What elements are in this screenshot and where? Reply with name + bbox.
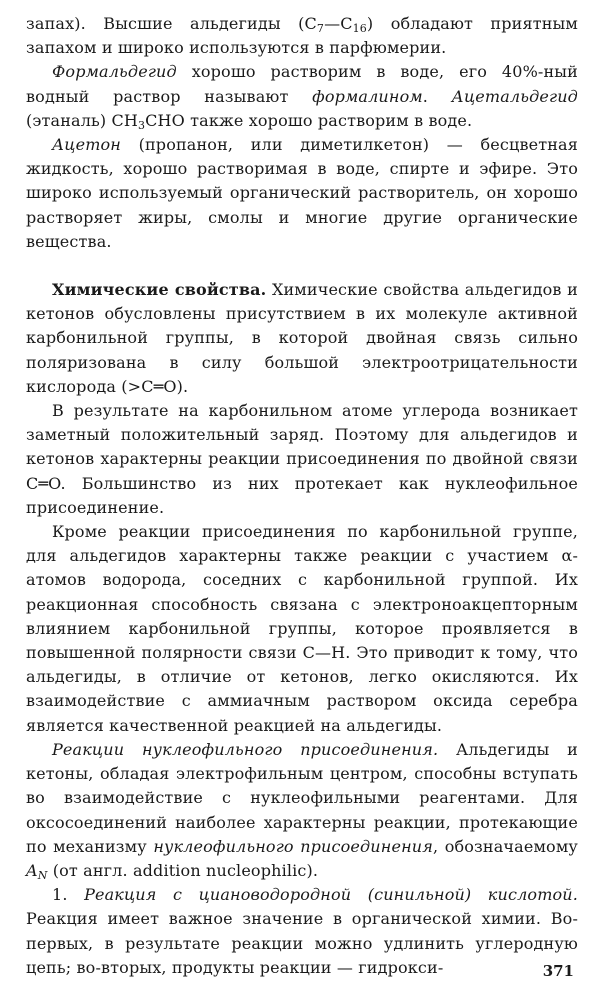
term-formalin: формалином (312, 86, 423, 106)
text: В результате на карбонильном атоме углерода возникает заметный положительный заряд. Поэтому для альдегидов и кетонов характерны реакции присоединения по двойной связи C═O. Большинство из них протекает как нуклеофильное присоединение. (26, 401, 578, 517)
text: (этаналь) CH (26, 110, 138, 130)
subheading-nucleophilic-addition: Реакции нуклеофильного присоединения. (52, 739, 439, 759)
subscript: 16 (352, 22, 367, 35)
paragraph-chemical-properties (26, 278, 578, 399)
term-acetone: Ацетон (52, 135, 121, 155)
text: Химические свойства альдегидов и кетонов обусловлены присутствием в их молекуле активной карбонильной группы, в которой двойная связь сильно поляризована в силу большой электроотрицательности кислорода (>C═O). (26, 280, 578, 396)
text: хорошо растворим в воде, его 40%-ный водный раствор называют (26, 62, 578, 106)
symbol-a: A (26, 860, 38, 880)
paragraph-aldehyde-smell (26, 12, 578, 60)
text: запах). Высшие альдегиды (C (26, 14, 317, 33)
paragraph-acetone (26, 133, 578, 254)
text: . (422, 86, 452, 106)
paragraph-nucleophilic-addition (26, 738, 578, 883)
section-heading: Химические свойства. (52, 280, 267, 300)
paragraph-alpha-hydrogen (26, 520, 578, 738)
text: (от англ. addition nucleophilic). (47, 860, 319, 880)
text: Кроме реакции присоединения по карбонильной группе, для альдегидов характерны также реакции с участием α-атомов водорода, соседних с карбонильной группой. Их реакционная способность связана с электроноакцепторным влиянием карбонильной группы, которое проявляется в повышенной полярности связи C—H. Это приводит к тому, что альдегиды, в отличие от кетонов, легко окисляются. Их взаимодействие с аммиачным раствором оксида серебра является качественной реакцией на альдегиды. (26, 522, 578, 735)
paragraph-formaldehyde (26, 60, 578, 133)
subscript: 3 (138, 118, 146, 132)
text: CHO также хорошо растворим в воде. (145, 110, 473, 130)
section-gap (26, 254, 578, 278)
subscript: N (37, 868, 48, 882)
term-nucleophilic-addition: нуклеофильного присоединения (153, 836, 433, 856)
page-number: 371 (542, 962, 574, 980)
text: , обозначаемому (432, 836, 578, 856)
text: Альдегиды и кетоны, обладая электрофильным центром, способны вступать во взаимодействие с нуклеофильными реагентами. Для оксосоединений наиболее характерны реакции, протекающие по механизму (26, 739, 578, 856)
subscript: 7 (316, 22, 325, 35)
text: ) обладают приятным запахом и широко используются в парфюмерии. (26, 14, 578, 58)
text: 1. (52, 885, 85, 905)
text: (пропанон, или диметилкетон) — бесцветная жидкость, хорошо растворимая в воде, спирте и эфире. Это широко используемый органический растворитель, он хорошо растворяет жиры, смолы и многие другие органические вещества. (26, 135, 578, 251)
term-formaldehyde: Формальдегид (52, 62, 177, 82)
paragraph-hcn-reaction (26, 883, 578, 980)
term-acetaldehyde: Ацетальдегид (451, 86, 578, 106)
text: —C (324, 14, 353, 33)
text: Реакция имеет важное значение в органической химии. Во-первых, в результате реакции можно удлинить углеродную цепь; во-вторых, продукты реакции — гидрокси- (26, 909, 578, 977)
page-body (26, 12, 578, 980)
subheading-hcn-reaction: Реакция с циановодородной (синильной) кислотой. (84, 885, 578, 905)
paragraph-positive-charge (26, 399, 578, 520)
